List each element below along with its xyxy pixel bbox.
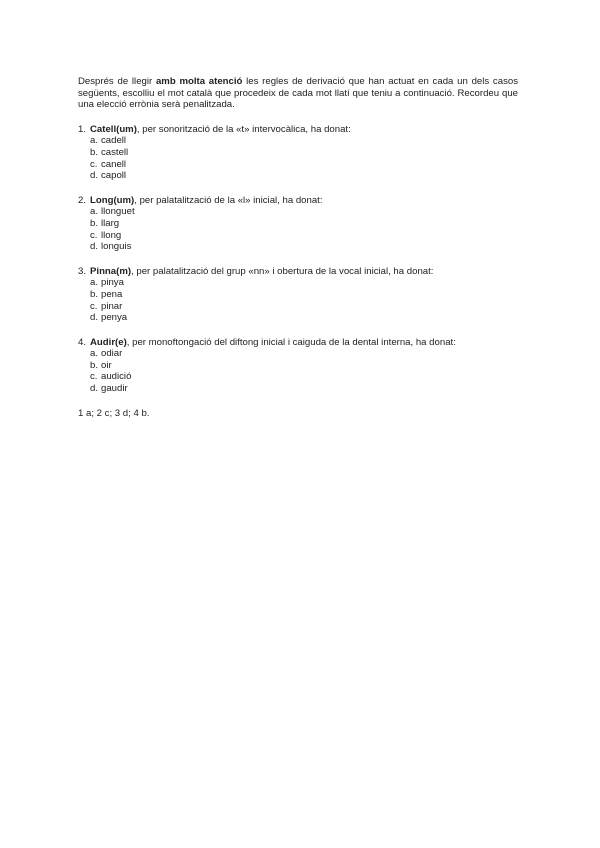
option-text: canell <box>101 158 127 170</box>
option-a[interactable] <box>90 348 518 360</box>
latin-term: Catell(um) <box>90 123 137 135</box>
option-letter: d. <box>90 241 99 253</box>
option-letter: b. <box>90 359 99 371</box>
option-letter: d. <box>90 170 99 182</box>
option-d[interactable] <box>90 312 518 324</box>
question-4 <box>78 337 518 395</box>
option-b[interactable] <box>90 289 518 301</box>
question-text <box>90 124 518 136</box>
question-description: , per monoftongació del diftong inicial i caiguda de la dental interna, ha donat: <box>126 336 456 348</box>
option-letter: a. <box>90 348 99 360</box>
document-content <box>78 76 518 419</box>
option-letter: b. <box>90 288 99 300</box>
option-letter: d. <box>90 383 99 395</box>
option-text: pinar <box>101 300 123 312</box>
question-statement <box>78 266 518 278</box>
latin-term: Long(um) <box>90 194 135 206</box>
option-c[interactable] <box>90 159 518 171</box>
option-text: llonguet <box>101 206 135 218</box>
answer-key: 1 a; 2 c; 3 d; 4 b. <box>78 407 150 419</box>
option-c[interactable] <box>90 371 518 383</box>
option-text: llarg <box>101 217 120 229</box>
question-description: , per palatalització de la «l» inicial, ha donat: <box>134 194 323 206</box>
question-statement <box>78 195 518 207</box>
option-text: penya <box>101 312 128 324</box>
option-letter: a. <box>90 277 99 289</box>
option-a[interactable] <box>90 277 518 289</box>
intro-suffix: les regles de derivació que han actuat en cada un dels casos següents, escolliu el mot català que procedeix de cada mot llatí que teniu a continuació. Recordeu que una elecció errònia serà penalitzada. <box>78 76 518 111</box>
option-letter: c. <box>90 300 98 312</box>
option-text: capoll <box>101 170 127 182</box>
question-number: 1. <box>78 123 87 135</box>
option-letter: c. <box>90 158 98 170</box>
option-text: pena <box>101 288 123 300</box>
question-description: , per palatalització del grup «nn» i obertura de la vocal inicial, ha donat: <box>131 265 434 277</box>
question-text <box>90 266 518 278</box>
question-number: 2. <box>78 194 87 206</box>
option-text: pinya <box>101 277 124 289</box>
option-letter: b. <box>90 146 99 158</box>
option-a[interactable] <box>90 135 518 147</box>
option-letter: d. <box>90 312 99 324</box>
latin-term: Audir(e) <box>90 336 127 348</box>
intro-emphasis: amb molta atenció <box>155 76 243 87</box>
question-number: 3. <box>78 265 87 277</box>
option-list <box>78 135 518 181</box>
option-text: longuis <box>101 241 132 253</box>
option-text: castell <box>101 146 129 158</box>
option-text: oir <box>101 359 112 371</box>
option-d[interactable] <box>90 383 518 395</box>
option-letter: a. <box>90 135 99 147</box>
option-d[interactable] <box>90 170 518 182</box>
option-text: cadell <box>101 135 127 147</box>
option-letter: c. <box>90 371 98 383</box>
option-text: audició <box>101 371 132 383</box>
intro-paragraph <box>78 76 518 111</box>
option-c[interactable] <box>90 301 518 313</box>
option-text: odiar <box>101 348 123 360</box>
option-a[interactable] <box>90 206 518 218</box>
question-statement <box>78 124 518 136</box>
option-letter: a. <box>90 206 99 218</box>
option-text: gaudir <box>101 383 128 395</box>
intro-prefix: Després de llegir <box>78 76 156 87</box>
question-text <box>90 337 518 349</box>
option-text: llong <box>101 229 122 241</box>
option-list <box>78 206 518 252</box>
option-b[interactable] <box>90 147 518 159</box>
option-d[interactable] <box>90 241 518 253</box>
option-c[interactable] <box>90 230 518 242</box>
question-1 <box>78 124 518 182</box>
option-letter: c. <box>90 229 98 241</box>
option-letter: b. <box>90 217 99 229</box>
question-description: , per sonorització de la «t» intervocàlica, ha donat: <box>136 123 351 135</box>
option-list <box>78 277 518 323</box>
question-statement <box>78 337 518 349</box>
question-3 <box>78 266 518 324</box>
option-b[interactable] <box>90 360 518 372</box>
latin-term: Pinna(m) <box>90 265 132 277</box>
question-2 <box>78 195 518 253</box>
option-b[interactable] <box>90 218 518 230</box>
question-number: 4. <box>78 336 87 348</box>
question-text <box>90 195 518 207</box>
option-list <box>78 348 518 394</box>
